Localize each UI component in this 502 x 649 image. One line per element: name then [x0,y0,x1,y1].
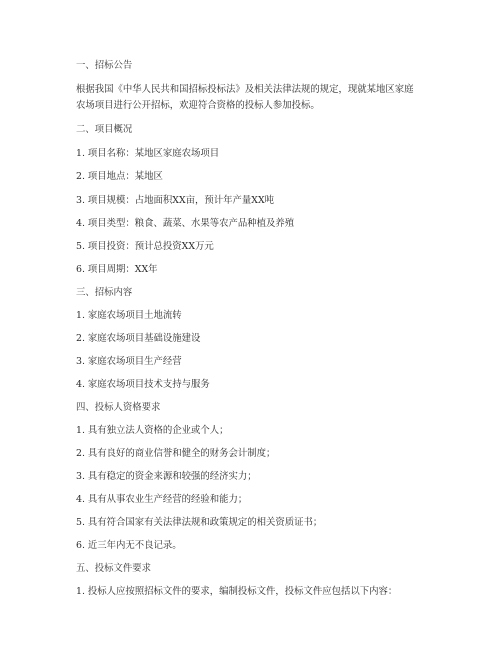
list-item: 6. 近三年内无不良记录。 [76,540,182,551]
paragraph-line: 根据我国《中华人民共和国招标投标法》及相关法律法规的规定，现就某地区家庭 [76,84,414,95]
paragraph-line: 农场项目进行公开招标，欢迎符合资格的投标人参加投标。 [76,100,320,111]
section-heading: 二、项目概况 [76,124,133,135]
section-heading: 四、投标人资格要求 [76,402,161,413]
list-item: 3. 家庭农场项目生产经营 [76,356,182,367]
list-item: 1. 项目名称：某地区家庭农场项目 [76,148,220,159]
list-item: 5. 项目投资：预计总投资XX万元 [76,241,214,252]
list-item: 2. 项目地点：某地区 [76,171,163,182]
list-item: 5. 具有符合国家有关法律法规和政策规定的相关资质证书； [76,517,323,528]
list-item: 4. 具有从事农业生产经营的经验和能力； [76,494,248,505]
section-heading: 一、招标公告 [76,60,133,71]
list-item: 3. 项目规模：占地面积XX亩，预计年产量XX吨 [76,195,274,206]
list-item: 1. 家庭农场项目土地流转 [76,310,182,321]
section-heading: 三、招标内容 [76,287,133,298]
list-item: 4. 项目类型：粮食、蔬菜、水果等农产品种植及养殖 [76,218,295,229]
list-item: 2. 具有良好的商业信誉和健全的财务会计制度； [76,448,276,459]
list-item: 6. 项目周期：XX年 [76,264,158,275]
list-item: 1. 具有独立法人资格的企业或个人； [76,425,229,436]
list-item: 2. 家庭农场项目基础设施建设 [76,333,201,344]
list-item: 4. 家庭农场项目技术支持与服务 [76,379,210,390]
list-item: 1. 投标人应按照招标文件的要求，编制投标文件，投标文件应包括以下内容： [76,586,398,597]
list-item: 3. 具有稳定的资金来源和较强的经济实力； [76,471,257,482]
section-heading: 五、投标文件要求 [76,563,152,574]
